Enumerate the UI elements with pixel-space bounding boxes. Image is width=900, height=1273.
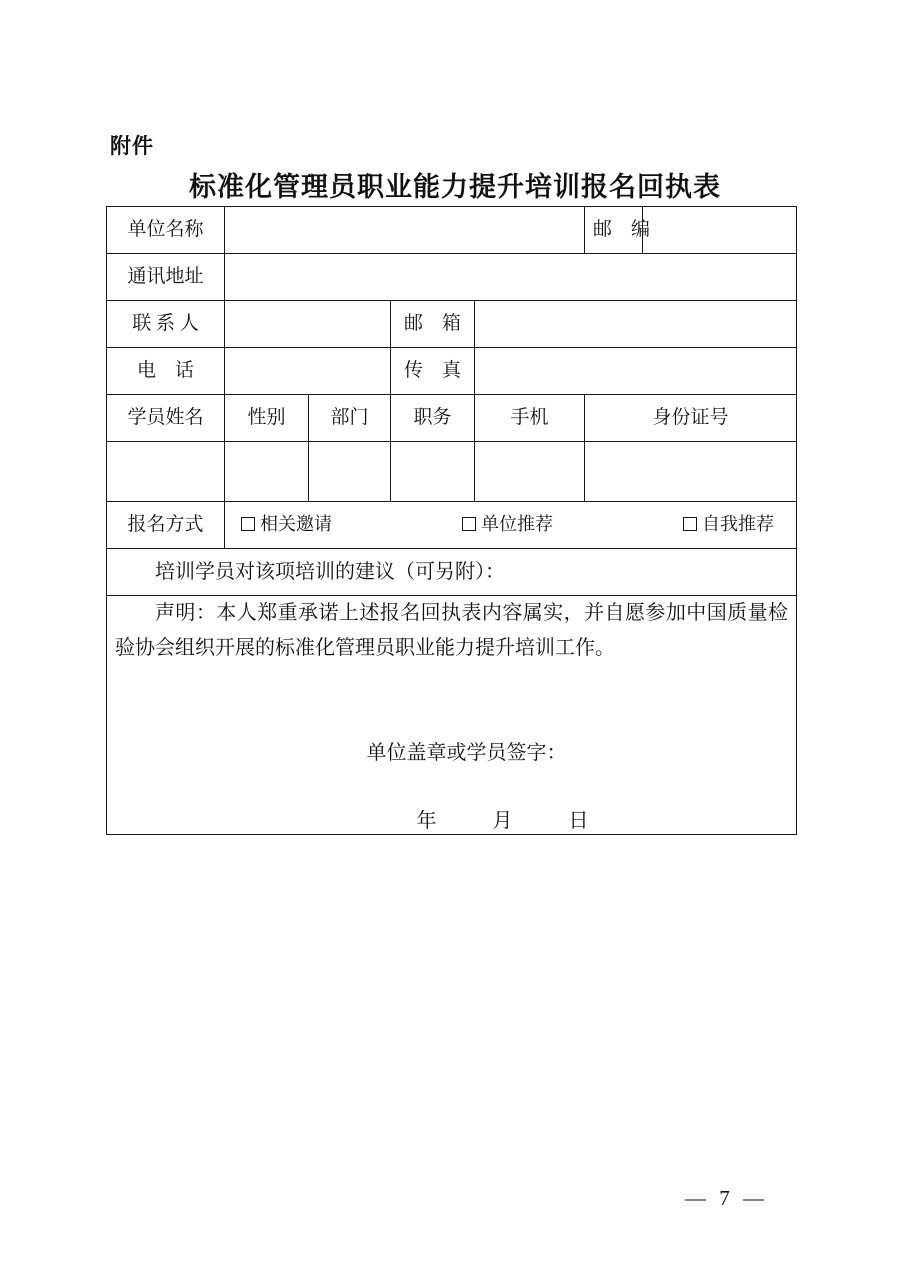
table-row	[107, 254, 797, 301]
table-row	[107, 348, 797, 395]
postcode-field[interactable]	[643, 207, 797, 254]
suggestion-row	[107, 549, 797, 596]
address-label: 通讯地址	[107, 254, 225, 301]
postcode-label: 邮 编	[585, 207, 643, 254]
trainee-cell-department[interactable]	[309, 442, 391, 502]
trainee-cell-gender[interactable]	[225, 442, 309, 502]
date-line[interactable]: 年 月 日	[416, 810, 607, 832]
checkbox-icon[interactable]	[241, 517, 255, 531]
trainee-data-row	[107, 442, 797, 502]
trainee-header-department: 部门	[309, 395, 391, 442]
trainee-header-row	[107, 395, 797, 442]
checkbox-icon[interactable]	[683, 517, 697, 531]
trainee-cell-idcard[interactable]	[585, 442, 797, 502]
suggestion-label: 培训学员对该项培训的建议（可另附）：	[155, 561, 505, 583]
table-row	[107, 301, 797, 348]
signature-line[interactable]: 单位盖章或学员签字：	[366, 742, 567, 764]
contact-field[interactable]	[225, 301, 391, 348]
signup-option-self-recommend-label: 自我推荐	[702, 514, 774, 535]
trainee-header-name: 学员姓名	[107, 395, 225, 442]
signup-option-unit-recommend-label: 单位推荐	[481, 514, 553, 535]
trainee-header-mobile: 手机	[475, 395, 585, 442]
declaration-row	[107, 596, 797, 835]
signup-option-invitation-label: 相关邀请	[260, 514, 332, 535]
signup-option-invitation[interactable]	[241, 513, 332, 536]
trainee-header-position: 职务	[391, 395, 475, 442]
trainee-cell-position[interactable]	[391, 442, 475, 502]
page-number: — 7 —	[685, 1186, 768, 1210]
signup-method-row	[107, 502, 797, 549]
attachment-label: 附件	[110, 134, 154, 158]
declaration-cell	[107, 596, 797, 835]
trainee-header-idcard: 身份证号	[585, 395, 797, 442]
declaration-text: 声明：本人郑重承诺上述报名回执表内容属实，并自愿参加中国质量检验协会组织开展的标准化管理员职业能力提升培训工作。	[115, 602, 788, 659]
unit-name-field[interactable]	[225, 207, 585, 254]
email-field[interactable]	[475, 301, 797, 348]
email-label: 邮 箱	[391, 301, 475, 348]
trainee-cell-mobile[interactable]	[475, 442, 585, 502]
suggestion-cell[interactable]	[107, 549, 797, 596]
trainee-cell-name[interactable]	[107, 442, 225, 502]
signup-option-self-recommend[interactable]	[683, 513, 774, 536]
signup-option-unit-recommend[interactable]	[462, 513, 553, 536]
phone-field[interactable]	[225, 348, 391, 395]
table-row	[107, 207, 797, 254]
phone-label: 电 话	[107, 348, 225, 395]
unit-name-label: 单位名称	[107, 207, 225, 254]
checkbox-icon[interactable]	[462, 517, 476, 531]
address-field[interactable]	[225, 254, 797, 301]
signup-method-options	[225, 502, 797, 549]
signup-method-label: 报名方式	[107, 502, 225, 549]
trainee-header-gender: 性别	[225, 395, 309, 442]
contact-label: 联 系 人	[107, 301, 225, 348]
fax-field[interactable]	[475, 348, 797, 395]
fax-label: 传 真	[391, 348, 475, 395]
registration-form-table	[106, 206, 797, 835]
page-title: 标准化管理员职业能力提升培训报名回执表	[189, 172, 721, 202]
